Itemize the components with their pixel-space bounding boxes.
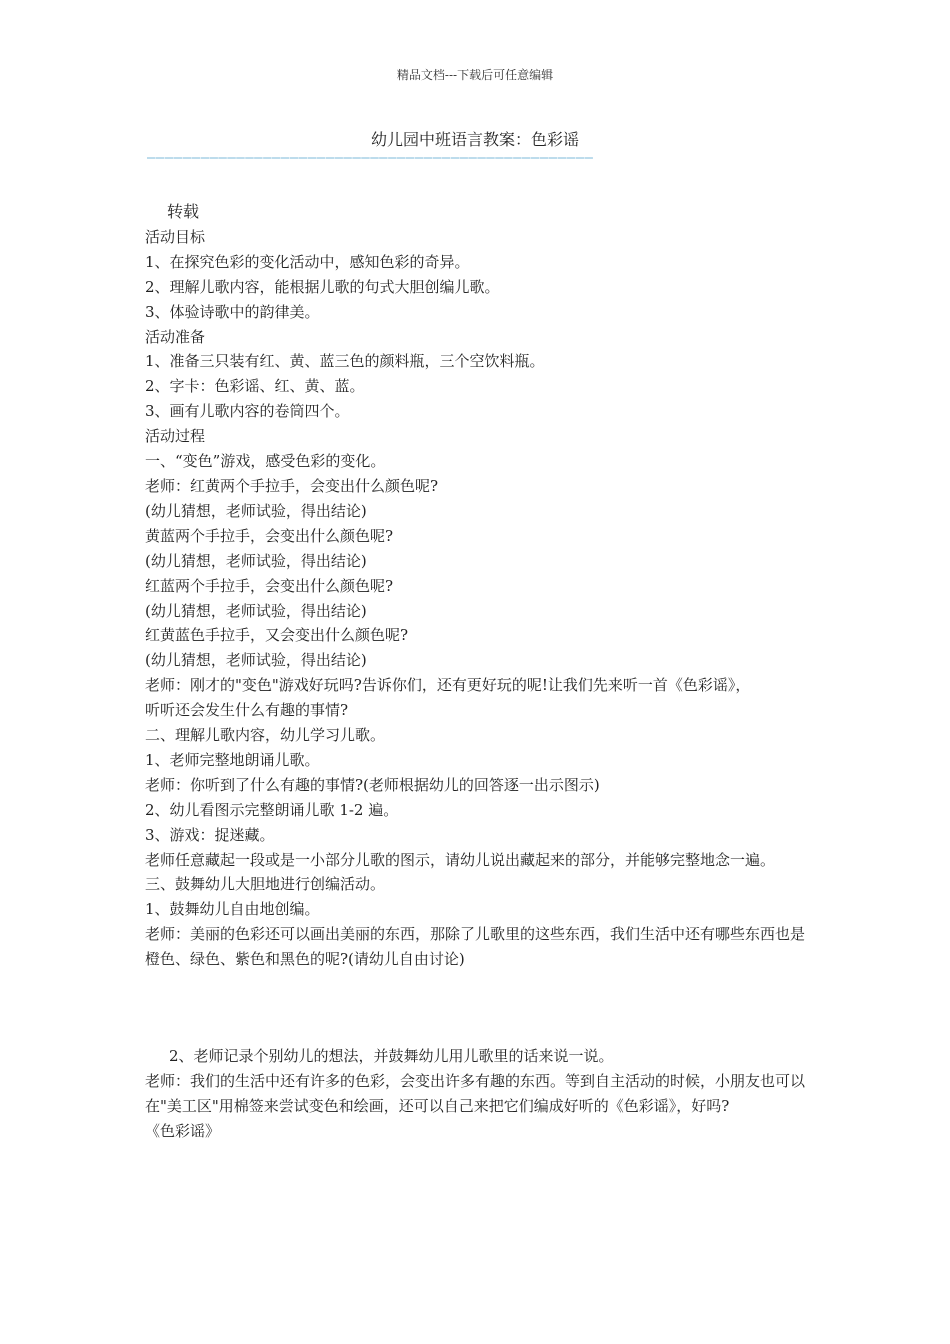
document-body — [145, 200, 813, 1144]
paragraph: 听听还会发生什么有趣的事情? — [145, 701, 349, 720]
poem-title: 《色彩谣》 — [145, 1121, 221, 1140]
title-divider: —————————————————————————————————————————————————— — [147, 150, 594, 166]
paragraph: 2、字卡：色彩谣、红、黄、蓝。 — [145, 377, 365, 396]
paragraph: 转载 — [167, 202, 200, 221]
paragraph: (幼儿猜想，老师试验，得出结论) — [145, 551, 367, 570]
paragraph: 3、画有儿歌内容的卷筒四个。 — [145, 402, 350, 421]
section-heading: 活动准备 — [145, 327, 206, 346]
paragraph: 1、准备三只装有红、黄、蓝三色的颜料瓶，三个空饮料瓶。 — [145, 352, 545, 371]
section-heading: 活动目标 — [145, 227, 206, 246]
paragraph: (幼儿猜想，老师试验，得出结论) — [145, 601, 367, 620]
paragraph: 1、鼓舞幼儿自由地创编。 — [145, 900, 320, 919]
paragraph: 1、老师完整地朗诵儿歌。 — [145, 750, 320, 769]
page-header: 精品文档---下载后可任意编辑 — [396, 68, 554, 82]
paragraph: 老师：我们的生活中还有许多的色彩，会变出许多有趣的东西。等到自主活动的时候，小朋友也可以在"美工区"用棉签来尝试变色和绘画，还可以自己来把它们编成好听的《色彩谣》，好吗? — [145, 1072, 806, 1115]
paragraph: 2、理解儿歌内容，能根据儿歌的句式大胆创编儿歌。 — [145, 277, 500, 296]
paragraph: 老师：你听到了什么有趣的事情?(老师根据幼儿的回答逐一出示图示) — [145, 775, 600, 794]
paragraph: 黄蓝两个手拉手，会变出什么颜色呢? — [145, 526, 394, 545]
paragraph: 三、鼓舞幼儿大胆地进行创编活动。 — [145, 875, 386, 894]
paragraph: 一、“变色”游戏，感受色彩的变化。 — [145, 452, 386, 471]
paragraph: (幼儿猜想，老师试验，得出结论) — [145, 501, 367, 520]
section-heading: 活动过程 — [145, 427, 206, 446]
paragraph: 3、体验诗歌中的韵律美。 — [145, 302, 320, 321]
paragraph: 2、幼儿看图示完整朗诵儿歌 1-2 遍。 — [145, 800, 399, 819]
paragraph: 老师任意藏起一段或是一小部分儿歌的图示，请幼儿说出藏起来的部分，并能够完整地念一遍。 — [145, 850, 776, 869]
paragraph: (幼儿猜想，老师试验，得出结论) — [145, 651, 367, 670]
paragraph: 3、游戏：捉迷藏。 — [145, 825, 275, 844]
page-gap — [145, 972, 813, 1044]
paragraph: 老师：刚才的"变色"游戏好玩吗?告诉你们，还有更好玩的呢!让我们先来听一首《色彩谣》， — [145, 676, 751, 695]
paragraph: 红蓝两个手拉手，会变出什么颜色呢? — [145, 576, 394, 595]
document-title: 幼儿园中班语言教案：色彩谣 — [370, 130, 579, 149]
paragraph: 老师：红黄两个手拉手，会变出什么颜色呢? — [145, 476, 439, 495]
paragraph: 2、老师记录个别幼儿的想法，并鼓舞幼儿用儿歌里的话来说一说。 — [169, 1047, 614, 1066]
paragraph: 二、理解儿歌内容，幼儿学习儿歌。 — [145, 726, 386, 745]
paragraph: 1、在探究色彩的变化活动中，感知色彩的奇异。 — [145, 252, 470, 271]
paragraph: 红黄蓝色手拉手，又会变出什么颜色呢? — [145, 626, 409, 645]
paragraph: 老师：美丽的色彩还可以画出美丽的东西，那除了儿歌里的这些东西，我们生活中还有哪些东西也是橙色、绿色、紫色和黑色的呢?(请幼儿自由讨论) — [145, 925, 806, 969]
